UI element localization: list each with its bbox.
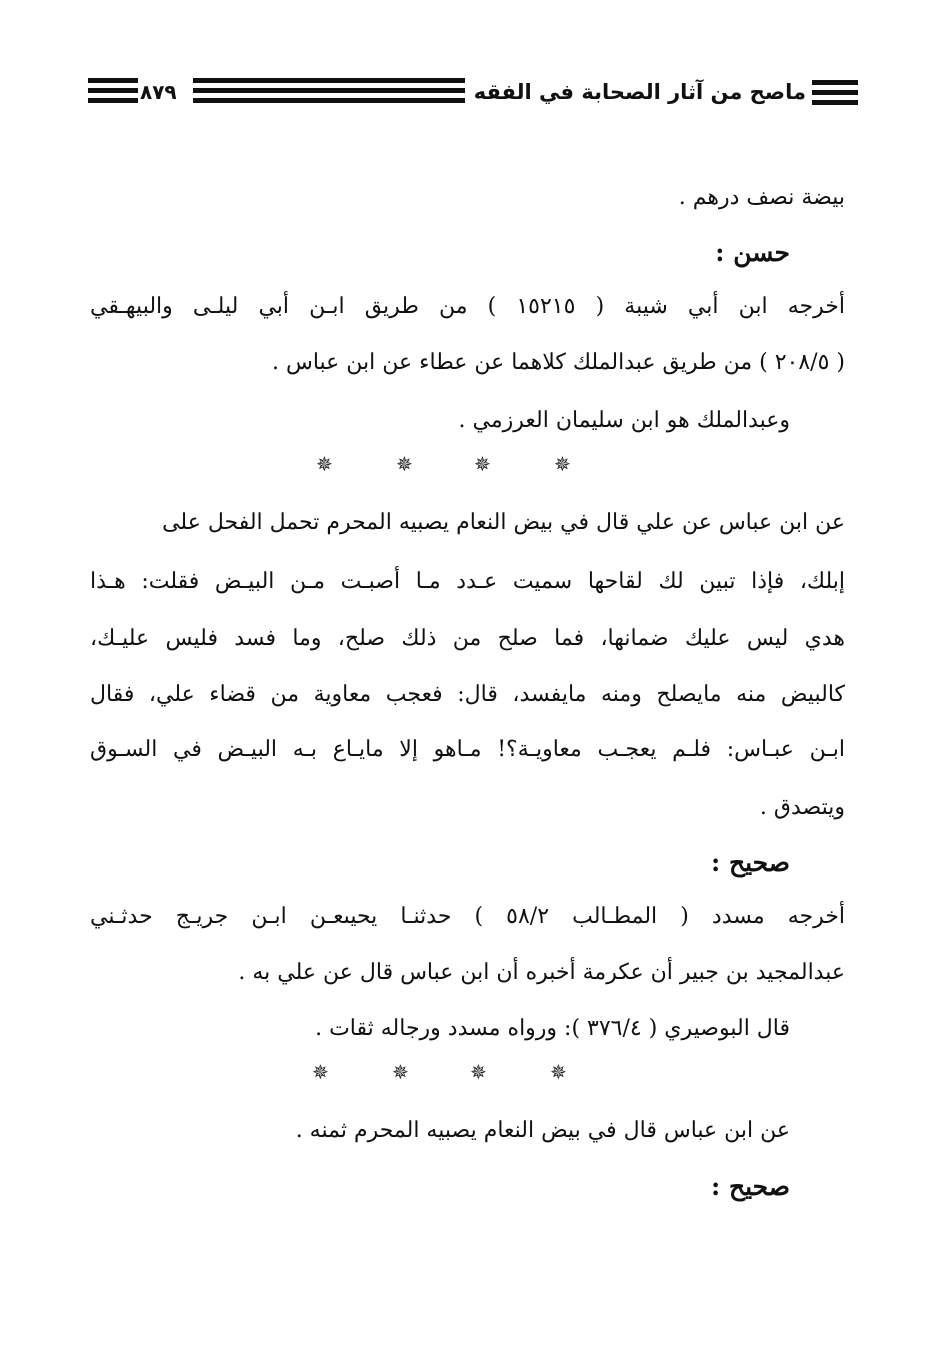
separator-star-icon: ✵ (470, 1060, 487, 1084)
text-line-11: أخرجه مسدد ( المطـالب ٥٨/٢ ) حدثنـا يحيىعـن ابـن جريـج حدثـني (90, 904, 845, 929)
text-line-1: بيضة نصف درهم . (678, 185, 845, 210)
text-line-2: أخرجه ابن أبي شيبة ( ١٥٢١٥ ) من طريق ابـن أبي ليلـى والبيهـقي (90, 294, 845, 319)
header-rule-mid-bottom (193, 98, 465, 103)
header-rule-right-bottom (812, 100, 858, 105)
page-number: ٨٧٩ (140, 80, 177, 104)
page-header (88, 72, 858, 112)
header-rule-left-bottom (88, 98, 138, 103)
text-line-6: إبلك، فإذا تبين لك لقاحها سميت عـدد مـا أصبـت مـن البيـض فقلت: هـذا (90, 569, 845, 594)
grade-heading-hasan: حسن : (715, 238, 790, 267)
section-separator-2 (0, 1060, 945, 1084)
text-line-5: عن ابن عباس عن علي قال في بيض النعام يصبيه المحرم تحمل الفحل على (162, 510, 845, 535)
text-line-3: ( ٢٠٨/٥ ) من طريق عبدالملك كلاهما عن عطاء عن ابن عباس . (272, 350, 845, 375)
header-rule-right-top (812, 80, 858, 85)
text-line-8: كالبيض منه مايصلح ومنه مايفسد، قال: فعجب معاوية من قضاء علي، فقال (90, 682, 845, 707)
text-line-14: عن ابن عباس قال في بيض النعام يصبيه المحرم ثمنه . (295, 1118, 790, 1143)
header-rule-mid-mid (193, 88, 465, 93)
separator-star-icon: ✵ (312, 1060, 329, 1084)
separator-star-icon: ✵ (396, 452, 413, 476)
header-rule-right-mid (812, 90, 858, 95)
text-line-9: ابـن عبـاس: فلـم يعجـب معاويـة؟! مـاهو إلا مايـاع بـه البيـض في السـوق (90, 737, 845, 762)
header-rule-left-mid (88, 88, 138, 93)
separator-star-icon: ✵ (392, 1060, 409, 1084)
separator-star-icon: ✵ (550, 1060, 567, 1084)
text-line-13: قال البوصيري ( ٣٧٦/٤ ): ورواه مسدد ورجاله ثقات . (315, 1016, 790, 1041)
grade-heading-sahih-1: صحيح : (711, 848, 790, 877)
header-title: ماصح من آثار الصحابة في الفقه (473, 80, 806, 104)
header-rule-left-top (88, 78, 138, 83)
text-line-10: ويتصدق . (759, 795, 845, 820)
separator-star-icon: ✵ (316, 452, 333, 476)
header-rule-mid-top (193, 78, 465, 83)
separator-star-icon: ✵ (554, 452, 571, 476)
section-separator-1 (0, 452, 945, 476)
separator-star-icon: ✵ (474, 452, 491, 476)
text-line-12: عبدالمجيد بن جبير أن عكرمة أخبره أن ابن عباس قال عن علي به . (238, 960, 845, 985)
text-line-4: وعبدالملك هو ابن سليمان العرزمي . (458, 408, 790, 433)
text-line-7: هدي ليس عليك ضمانها، فما صلح من ذلك صلح، وما فسد فليس عليـك، (90, 626, 845, 651)
grade-heading-sahih-2: صحيح : (711, 1172, 790, 1201)
